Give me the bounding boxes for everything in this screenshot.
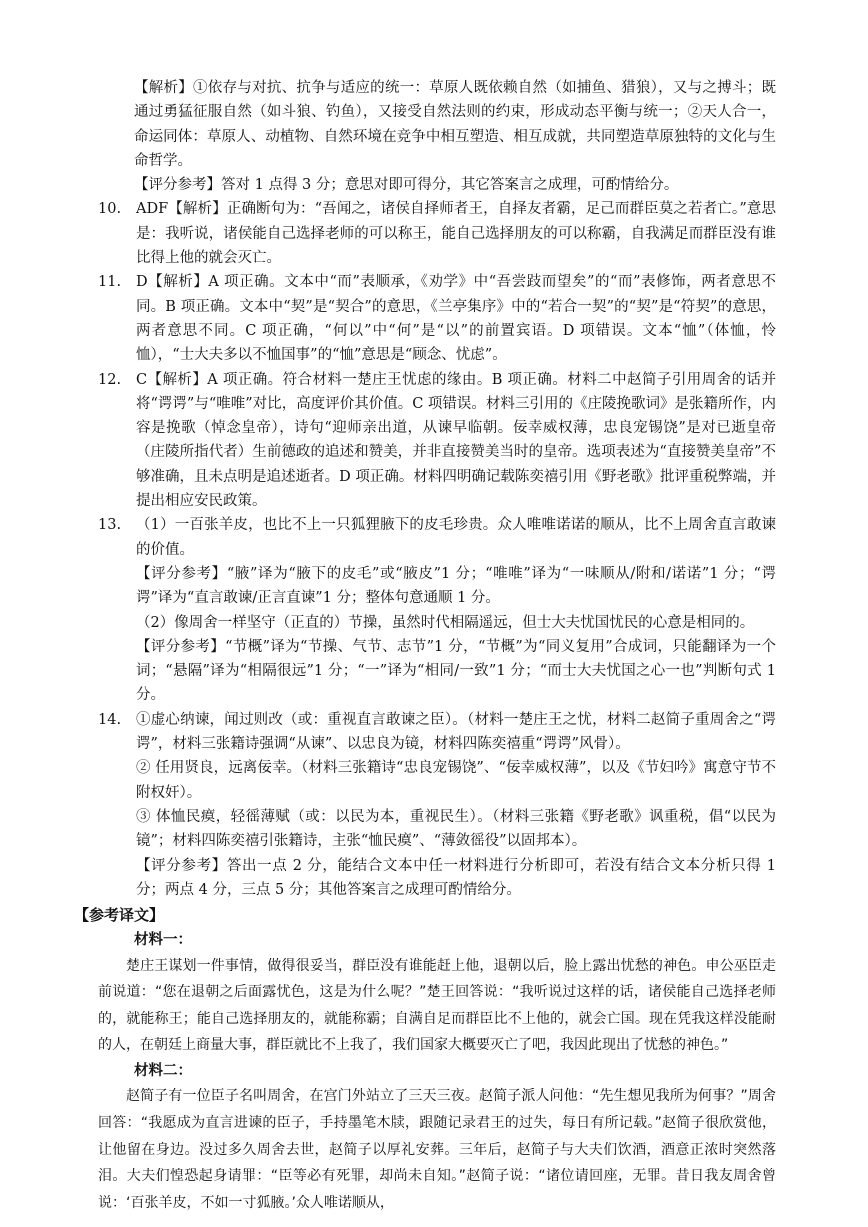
answer-item-11: [98, 270, 776, 367]
answer-text: D【解析】A 项正确。文本中“而”表顺承，《劝学》中“吾尝跂而望矣”的“而”表修饰，两者意思不同。B 项正确。文本中“契”是“契合”的意思，《兰亭集序》中的“若合一契”的“契”是“符契”的意思，两者意思不同。C 项正确，“何以”中“何”是“以”的前置宾语。D 项错误。文本“恤”（体恤，怜恤），“士大夫多以不恤国事”的“恤”意思是“顾念、忧虑”。: [136, 274, 776, 364]
answer-number: 12.: [98, 371, 122, 388]
answer-text: C【解析】A 项正确。符合材料一楚庄王忧虑的缘由。B 项正确。材料二中赵简子引用周舍的话并将“谔谔”与“唯唯”对比，高度评价其价值。C 项错误。材料三引用的《庄陵挽歌词》是张籍所作，内容是挽歌（悼念皇帝），诗句“迎师亲出道，从谏早临朝。佞幸威权薄，忠良宠锡饶”是对已逝皇帝（庄陵所指代者）生前德政的追述和赞美，并非直接赞美当时的皇帝。选项表述为“直接赞美皇帝”不够准确，且未点明是追述逝者。D 项正确。材料四明确记载陈奕禧引用《野老歌》批评重税弊端，并提出相应安民政策。: [136, 371, 776, 510]
scoring-reference: 【评分参考】答出一点 2 分，能结合文本中任一材料进行分析即可，若没有结合文本分析只得 1 分；两点 4 分，三点 5 分；其他答案言之成理可酌情给分。: [136, 857, 776, 898]
analysis-paragraph: 【解析】①依存与对抗、抗争与适应的统一：草原人既依赖自然（如捕鱼、猎狼），又与之搏斗；既通过勇猛征服自然（如斗狼、钓鱼），又接受自然法则的约束，形成动态平衡与统一；②天人合一，命运同体：草原人、动植物、自然环境在竞争中相互塑造、相互成就，共同塑造草原独特的文化与生命哲学。: [134, 80, 776, 169]
scoring-reference: 【评分参考】“腋”译为“腋下的皮毛”或“腋皮”1 分；“唯唯”译为“一味顺从/附和/诺诺”1 分；“谔谔”译为“直言敢谏/正言直谏”1 分；整体句意通顺 1 分。: [136, 565, 776, 607]
scoring-reference: 【评分参考】“节概”译为“节操、气节、志节”1 分，“节概”为“同义复用”合成词，只能翻译为一个词；“悬隔”译为“相隔很远”1 分；“一”译为“相同/一致”1 分；“而士大夫忧国之心一也”判断句式 1 分。: [136, 638, 776, 704]
translation-heading: 【参考译文】: [74, 906, 165, 925]
material-2-text: 赵简子有一位臣子名叫周舍，在宫门外站立了三天三夜。赵简子派人问他：“先生想见我所为何事？”周舍回答：“我愿成为直言进谏的臣子，手持墨笔木牍，跟随记录君王的过失，每日有所记载。”赵简子很欣赏他，让他留在身边。没过多久周舍去世，赵简子以厚礼安葬。三年后，赵简子与大夫们饮酒，酒意正浓时突然落泪。大夫们惶恐起身请罪：“臣等必有死罪，却尚未自知。”赵简子说：“诸位请回座，无罪。昔日我友周舍曾说：‘百张羊皮，不如一寸狐腋。’众人唯诺顺从，: [98, 1088, 776, 1211]
answer-text: ② 任用贤良，远离佞幸。（材料三张籍诗“忠良宠锡饶”、“佞幸威权薄”，以及《节妇吟》寓意守节不附权奸）。: [136, 760, 776, 801]
answer-item-14: [98, 708, 776, 902]
answer-number: 11.: [98, 274, 122, 291]
answer-number: 14.: [98, 711, 122, 728]
answer-text: （2）像周舍一样坚守（正直的）节操，虽然时代相隔遥远，但士大夫忧国忧民的心意是相同的。: [136, 614, 755, 631]
answer-number: 10.: [98, 201, 122, 218]
material-1-title: 材料一：: [134, 931, 192, 949]
answer-text: （1）一百张羊皮，也比不上一只狐狸腋下的皮毛珍贵。众人唯唯诺诺的顺从，比不上周舍直言敢谏的价值。: [136, 517, 776, 558]
analysis-section: [98, 76, 776, 197]
answer-item-12: [98, 368, 776, 514]
answer-text: ①虚心纳谏，闻过则改（或：重视直言敢谏之臣）。（材料一楚庄王之忧，材料二赵简子重周舍之“谔谔”，材料三张籍诗强调“从谏”、以忠良为镜，材料四陈奕禧重“谔谔”风骨）。: [136, 711, 776, 753]
answer-item-13: [98, 513, 776, 707]
answer-text: ③ 体恤民瘼，轻徭薄赋（或：以民为本，重视民生）。（材料三张籍《野老歌》讽重税，倡“以民为镜”；材料四陈奕禧引张籍诗，主张“恤民瘼”、“薄敛徭役”以固邦本）。: [136, 808, 776, 850]
material-2-title: 材料二：: [134, 1061, 192, 1079]
answer-number: 13.: [98, 517, 122, 534]
material-1-text: 楚庄王谋划一件事情，做得很妥当，群臣没有谁能赶上他，退朝以后，脸上露出忧愁的神色。申公巫臣走前说道：“您在退朝之后面露忧色，这是为什么呢？”楚王回答说：“我听说过这样的话，诸侯能自己选择老师的，就能称王；能自己选择朋友的，就能称霸；自满自足而群臣比不上他的，就会亡国。现在凭我这样没能耐的人，在朝廷上商量大事，群臣就比不上我了，我们国家大概要灭亡了吧，我因此现出了忧愁的神色。”: [98, 957, 776, 1054]
document-page: [74, 76, 776, 1216]
answer-item-10: [98, 197, 776, 270]
scoring-reference: 【评分参考】答对 1 点得 3 分；意思对即可得分，其它答案言之成理，可酌情给分。: [134, 177, 679, 194]
answer-text: ADF【解析】正确断句为：“吾闻之，诸侯自择师者王，自择友者霸，足己而群臣莫之若者亡。”意思是：我听说，诸侯能自己选择老师的可以称王，能自己选择朋友的可以称霸，自我满足而群臣没有谁比得上他的就会灭亡。: [136, 201, 776, 267]
